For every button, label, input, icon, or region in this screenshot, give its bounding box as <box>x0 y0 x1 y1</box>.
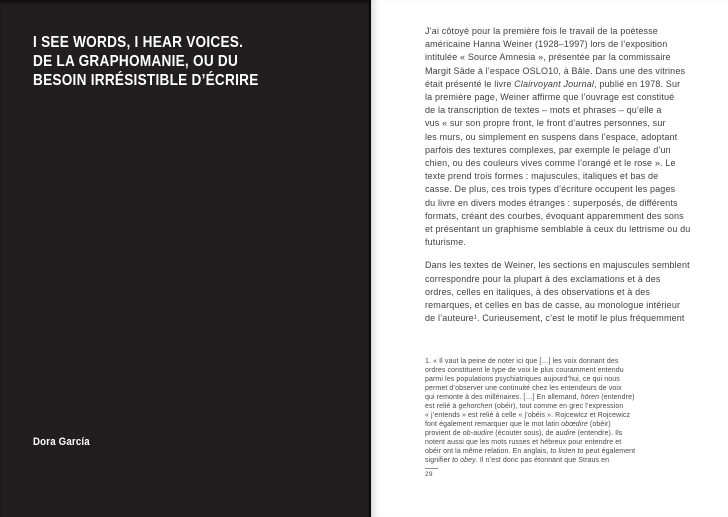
text-line: qui remonte à des millénaires. […] En allemand, hören (entendre) <box>425 394 635 402</box>
text-line: signifier to obey. Il n’est donc pas étonnant que Straus en <box>425 457 610 465</box>
text-line: I SEE WORDS, I HEAR VOICES. <box>33 34 244 51</box>
right-page <box>371 0 728 517</box>
text-line: « j’entends » est relié à celle « j’obéis ». Rojcewicz et Rojcewicz <box>425 412 631 420</box>
text-line: ordres, celles en italiques, à des observations et à des <box>425 286 651 297</box>
folio-rule <box>425 468 438 469</box>
text-line: est relié à gehorchen (obéir), tout comme en grec l’expression <box>425 403 624 411</box>
text-line: formats, créant des courbes, évoquant apparemment des sons <box>425 210 684 221</box>
text-line: DE LA GRAPHOMANIE, OU DU <box>33 53 239 70</box>
text-line: casse. De plus, ces trois types d’écriture occupent les pages <box>425 184 676 195</box>
text-line: de la transcription de textes – mots et phrases – qu’elle a <box>425 105 662 116</box>
text-line: Margit Säde à l’espace OSLO10, à Bâle. Dans une des vitrines <box>425 65 686 76</box>
text-line: parmi les populations psychiatriques aujourd’hui, ce qui nous <box>425 376 620 384</box>
text-line: ordres constituent le type de voix le plus couramment entendu <box>425 367 624 375</box>
text-line: notent aussi que les mots russes et hébreux pour entendre et <box>425 439 622 447</box>
text-line: et présentant un graphisme semblable à ceux du lettrisme ou du <box>425 224 691 235</box>
body-text <box>425 25 705 325</box>
text-line: chien, ou des couleurs vives comme l’orangé et le rose ». Le <box>425 158 676 169</box>
text-line: du livre en divers modes étranges : superposés, de différents <box>425 197 678 208</box>
text-line: obéir ont la même relation. En anglais, to listen to peut également <box>425 448 636 456</box>
text-line: américaine Hanna Weiner (1928–1997) lors de l’exposition <box>425 39 668 50</box>
text-line: de l’auteure¹. Curieusement, c’est le motif le plus fréquemment <box>425 313 685 324</box>
text-line: 1. « Il vaut la peine de noter ici que […] les voix donnant des <box>425 358 619 366</box>
text-line: correspondre pour la plupart à des exclamations et à des <box>425 273 661 284</box>
text-line: remarques, et celles en bas de casse, au monologue intérieur <box>425 300 681 311</box>
text-line: la première page, Weiner affirme que l’ouvrage est constitué <box>425 92 675 103</box>
text-line: intitulée « Source Amnesia », présentée par la commissaire <box>425 52 671 63</box>
paragraph-2 <box>425 259 705 325</box>
footnote <box>425 357 687 465</box>
text-line: Dans les textes de Weiner, les sections en majuscules semblent <box>425 260 690 271</box>
text-line: futurisme. <box>425 237 467 248</box>
text-line: J’ai côtoyé pour la première fois le travail de la poétesse <box>425 26 658 36</box>
text-line: permet d’observer une continuité chez les entendeurs de voix <box>425 385 622 393</box>
page-number: 29 <box>425 471 433 478</box>
text-line: BESOIN IRRÉSISTIBLE D’ÉCRIRE <box>33 72 259 89</box>
text-line: font également remarquer que le mot latin obœdire (obéir) <box>425 421 611 429</box>
text-line: les murs, ou simplement en suspens dans l’espace, adoptant <box>425 131 678 142</box>
paragraph-1 <box>425 25 705 249</box>
author-name: Dora García <box>33 436 90 448</box>
folio-block <box>425 468 438 478</box>
text-line: était présenté le livre Clairvoyant Journal, publié en 1978. Sur <box>425 78 681 89</box>
text-line: texte prend trois formes : majuscules, italiques et bas de <box>425 171 659 182</box>
text-line: vus « sur son propre front, le front d’autres personnes, sur <box>425 118 666 129</box>
text-line: provient de ob-audire (écouter sous), de audire (entendre). Ils <box>425 430 623 438</box>
text-line: parfois des textures complexes, par exemple le pelage d’un <box>425 144 671 155</box>
chapter-title <box>33 33 259 90</box>
